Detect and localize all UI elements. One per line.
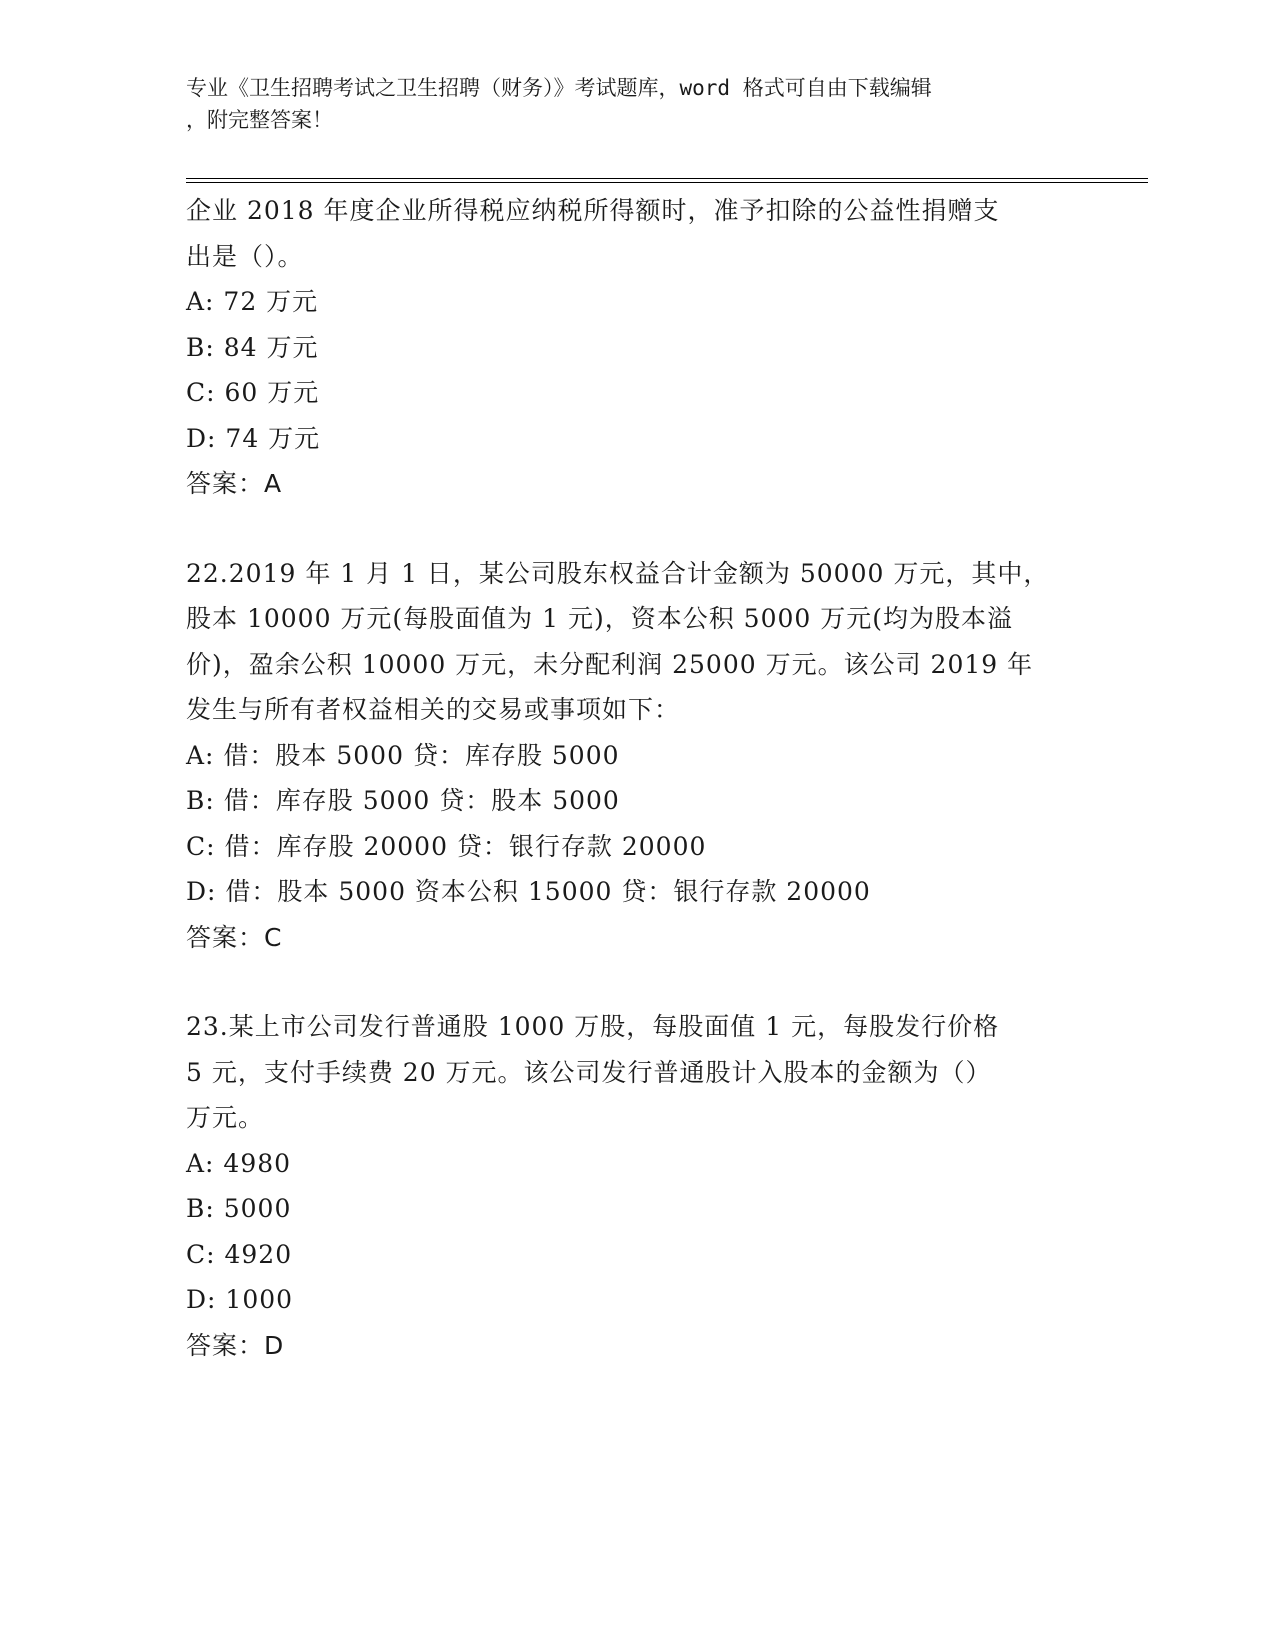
document-header: [186, 72, 1066, 136]
option-b: B: 借：库存股 5000 贷：股本 5000: [186, 786, 620, 815]
option-c: C: 60 万元: [186, 378, 320, 407]
question-23: [186, 1004, 1066, 1368]
question-stem-line: 23.某上市公司发行普通股 1000 万股，每股面值 1 元，每股发行价格: [186, 1012, 1000, 1041]
question-spacer: [186, 960, 1066, 1004]
question-stem-line: 发生与所有者权益相关的交易或事项如下：: [186, 695, 681, 724]
option-d: D: 1000: [186, 1285, 294, 1314]
question-list: [186, 188, 1066, 1368]
question-stem-line: 股本 10000 万元(每股面值为 1 元)，资本公积 5000 万元(均为股本溢: [186, 604, 1014, 633]
option-a: A: 4980: [186, 1148, 292, 1178]
question-spacer: [186, 507, 1066, 551]
question-stem-line: 5 元，支付手续费 20 万元。该公司发行普通股计入股本的金额为（）: [186, 1057, 992, 1087]
question-stem-line: 企业 2018 年度企业所得税应纳税所得额时，准予扣除的公益性捐赠支: [186, 196, 1000, 225]
option-c: C: 借：库存股 20000 贷：银行存款 20000: [186, 831, 707, 861]
option-a: A: 72 万元: [186, 287, 319, 316]
option-c: C: 4920: [186, 1239, 293, 1269]
option-d: D: 借：股本 5000 资本公积 15000 贷：银行存款 20000: [186, 877, 871, 906]
question-stem-line: 22.2019 年 1 月 1 日，某公司股东权益合计金额为 50000 万元，其中，: [186, 558, 1050, 588]
option-d: D: 74 万元: [186, 423, 321, 453]
question-stem-line: 价)，盈余公积 10000 万元，未分配利润 25000 万元。该公司 2019 年: [186, 649, 1034, 679]
header-line-2: ，附完整答案！: [186, 108, 333, 132]
answer-line: 答案：D: [186, 1330, 285, 1360]
answer-line: 答案：C: [186, 922, 283, 952]
question-stem-line: 出是（）。: [186, 241, 304, 271]
question-21: [186, 188, 1066, 507]
option-a: A: 借：股本 5000 贷：库存股 5000: [186, 740, 620, 770]
header-line-1: 专业《卫生招聘考试之卫生招聘（财务）》考试题库，word 格式可自由下载编辑: [186, 76, 932, 100]
header-rule-top: [186, 178, 1148, 179]
question-stem-line: 万元。: [186, 1103, 265, 1132]
question-22: [186, 551, 1066, 961]
option-b: B: 5000: [186, 1194, 292, 1223]
answer-line: 答案：A: [186, 469, 283, 498]
header-rule-bottom: [186, 182, 1148, 183]
option-b: B: 84 万元: [186, 332, 319, 362]
